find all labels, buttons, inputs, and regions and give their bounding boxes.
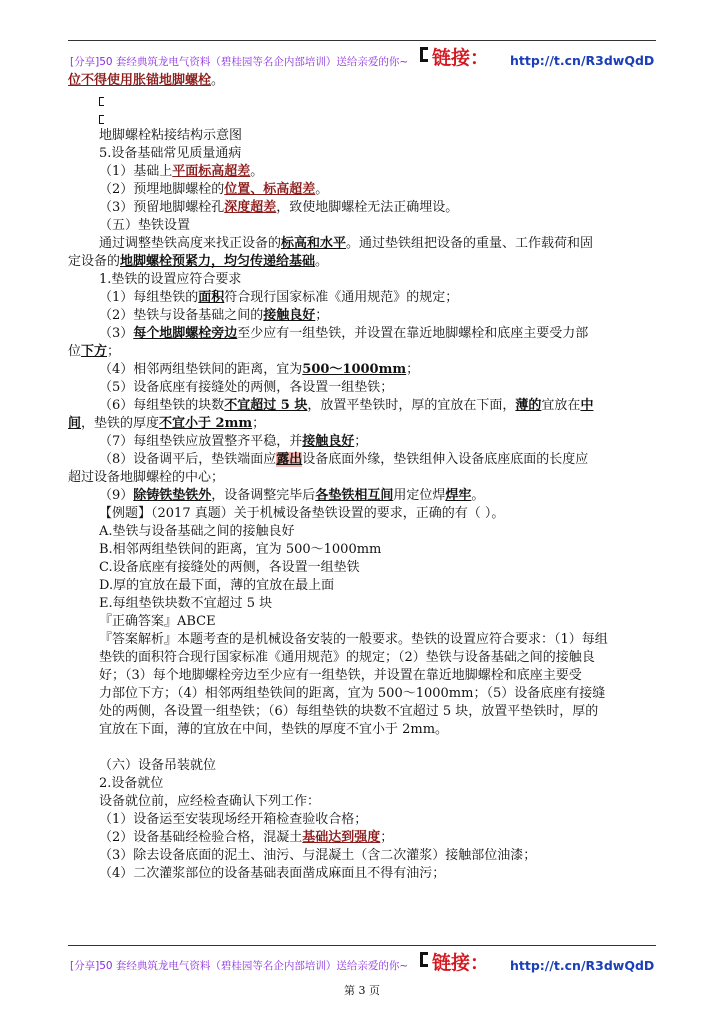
highlight-text: 平面标高超差 (172, 164, 251, 179)
text: （6）每组垫铁的块数 (99, 398, 225, 413)
link-label: 链接： (432, 47, 490, 69)
highlight-text: 位不得使用胀锚地脚螺栓 (68, 73, 212, 88)
text: 。 (315, 182, 329, 197)
text: （1）基础上 (99, 164, 173, 179)
text: （8）设备调平后，垫铁端面应 (99, 452, 277, 467)
bracket-icon (99, 97, 104, 106)
section-heading: 5.设备基础常见质量通病 (99, 146, 242, 161)
header-banner (68, 40, 656, 69)
text: 设备底面外缘，垫铁组伸入设备底座底面的长度应 (302, 452, 589, 467)
text: （9） (99, 488, 134, 503)
bold-text: 每个地脚螺栓旁边 (133, 326, 238, 341)
bold-text: 标高和水平 (281, 236, 347, 251)
highlight-text: 露出 (276, 452, 303, 467)
text-line: （3）除去设备底面的泥土、油污、与混凝土（含二次灌浆）接触部位油漆； (99, 848, 537, 863)
bold-text: 不宜超过 5 块 (224, 398, 308, 413)
share-text[interactable]: [分享]50 套经典筑龙电气资料（碧桂园等名企内部培训）送给亲爱的你~ (70, 960, 409, 972)
bold-text: 下方 (81, 344, 108, 359)
text-line: （5）设备底座有接缝处的两侧，各设置一组垫铁； (99, 380, 394, 395)
text: 宜放在 (541, 398, 581, 413)
section-heading: 2.设备就位 (99, 776, 164, 791)
text-line (99, 307, 328, 325)
bold-text: 面积 (198, 290, 225, 305)
footer-url-link[interactable]: http://t.cn/R3dwQdD (510, 958, 655, 973)
text: （7）每组垫铁应放置整齐平稳，并 (99, 434, 303, 449)
answer-explanation: 好；（3）每个地脚螺栓旁边至少应有一组垫铁，并设置在靠近地脚螺栓和底座主要受 (99, 668, 582, 683)
text: （4）相邻两组垫铁间的距离，宜为 (99, 362, 303, 377)
highlight-text: 位置、标高超差 (224, 182, 316, 197)
header-url-link[interactable]: http://t.cn/R3dwQdD (510, 53, 655, 68)
text-line (68, 253, 328, 271)
bracket-icon (420, 952, 428, 967)
option-d: D.厚的宜放在最下面，薄的宜放在最上面 (99, 578, 335, 593)
text-line (99, 325, 588, 343)
text-line (99, 361, 419, 379)
link-label: 链接： (432, 952, 490, 974)
bold-text: 接触良好 (302, 434, 355, 449)
answer-explanation: 垫铁的面积符合现行国家标准《通用规范》的规定；（2）垫铁与设备基础之间的接触良 (99, 650, 595, 665)
bracket-icon (420, 47, 428, 62)
bold-text: 不宜小于 2mm (159, 416, 253, 431)
text: 至少应有一组垫铁，并设置在靠近地脚螺栓和底座主要受力部 (237, 326, 589, 341)
text-line (99, 487, 484, 505)
text: ，垫铁的厚度 (81, 416, 160, 431)
bold-text: 间 (68, 416, 82, 431)
text: 符合现行国家标准《通用规范》的规定； (224, 290, 459, 305)
text-line (99, 163, 263, 181)
answer-explanation: 处的两侧，各设置一组垫铁；（6）每组垫铁的块数不宜超过 5 块，放置平垫铁时，厚的 (99, 704, 599, 719)
text: ； (252, 416, 266, 431)
text: ； (354, 434, 368, 449)
text-line (99, 181, 328, 199)
text: 通过调整垫铁高度来找正设备的 (99, 236, 282, 251)
text: （3） (99, 326, 134, 341)
text-line (68, 72, 224, 90)
text: ，放置平垫铁时，厚的宜放在下面， (307, 398, 516, 413)
text: （3）预留地脚螺栓孔 (99, 200, 225, 215)
text-line: 超过设备地脚螺栓的中心； (68, 470, 225, 485)
text: ； (107, 344, 121, 359)
text-line: （1）设备运至安装现场经开箱检查验收合格； (99, 812, 368, 827)
section-heading: （六）设备吊装就位 (99, 758, 217, 773)
bold-text: 薄的 (515, 398, 542, 413)
text-line: 设备就位前，应经检查确认下列工作： (99, 794, 321, 809)
option-a: A.垫铁与设备基础之间的接触良好 (99, 524, 295, 539)
answer-explanation: 宜放在下面，薄的宜放在中间，垫铁的厚度不宜小于 2mm。 (99, 722, 449, 737)
option-c: C.设备底座有接缝处的两侧，各设置一组垫铁 (99, 560, 360, 575)
text: 。 (250, 164, 264, 179)
text-line (68, 415, 265, 433)
bracket-icon (99, 115, 104, 124)
text: 。 (471, 488, 485, 503)
example-question: 【例题】（2017 真题）关于机械设备垫铁设置的要求，正确的有（ ）。 (99, 506, 505, 521)
answer-explanation: 『答案解析』本题考查的是机械设备安装的一般要求。垫铁的设置应符合要求：（1）每组 (99, 632, 608, 647)
bold-text: 500～1000mm (302, 362, 407, 377)
text: （1）每组垫铁的 (99, 290, 199, 305)
text: 位 (68, 344, 82, 359)
bold-text: 各垫铁相互间 (315, 488, 394, 503)
text-line: （4）二次灌浆部位的设备基础表面凿成麻面且不得有油污； (99, 866, 446, 881)
text-line (99, 289, 458, 307)
text: （2）设备基础经检验合格，混凝土 (99, 830, 303, 845)
text: （2）垫铁与设备基础之间的 (99, 308, 264, 323)
text: ，设备调整完毕后 (211, 488, 316, 503)
bold-text: 焊牢 (445, 488, 472, 503)
page-number: 第 3 页 (344, 984, 380, 997)
bold-text: 地脚螺栓预紧力，均匀传递给基础 (120, 254, 316, 269)
share-text[interactable]: [分享]50 套经典筑龙电气资料（碧桂园等名企内部培训）送给亲爱的你~ (70, 56, 409, 68)
text-line (99, 829, 393, 847)
text: 。 (315, 254, 329, 269)
option-e: E.每组垫铁块数不宜超过 5 块 (99, 596, 273, 611)
text-line (99, 235, 593, 253)
text: ； (315, 308, 329, 323)
text: （2）预埋地脚螺栓的 (99, 182, 225, 197)
text: 。 (211, 73, 225, 88)
option-b: B.相邻两组垫铁间的距离，宜为 500～1000mm (99, 542, 382, 557)
text: ； (380, 830, 394, 845)
footer-banner (68, 945, 656, 974)
highlight-text: 深度超差 (224, 200, 277, 215)
text-line (99, 451, 588, 469)
text: ； (406, 362, 420, 377)
bold-text: 接触良好 (263, 308, 316, 323)
answer-explanation: 力部位下方；（4）相邻两组垫铁间的距离，宜为 500～1000mm；（5）设备底座有接缝 (99, 686, 606, 701)
bold-text: 除铸铁垫铁外 (133, 488, 212, 503)
correct-answer: 『正确答案』ABCE (99, 614, 216, 629)
text-line (68, 343, 120, 361)
text: 用定位焊 (393, 488, 446, 503)
text-line (99, 199, 458, 217)
text: 定设备的 (68, 254, 121, 269)
highlight-text: 基础达到强度 (302, 830, 381, 845)
text-line (99, 397, 593, 415)
text: ，致使地脚螺栓无法正确埋设。 (276, 200, 459, 215)
section-heading: （五）垫铁设置 (99, 218, 191, 233)
text-line (99, 433, 367, 451)
section-heading: 1.垫铁的设置应符合要求 (99, 272, 242, 287)
text: 。通过垫铁组把设备的重量、工作载荷和固 (346, 236, 594, 251)
figure-caption: 地脚螺栓粘接结构示意图 (99, 128, 243, 143)
bold-text: 中 (580, 398, 594, 413)
